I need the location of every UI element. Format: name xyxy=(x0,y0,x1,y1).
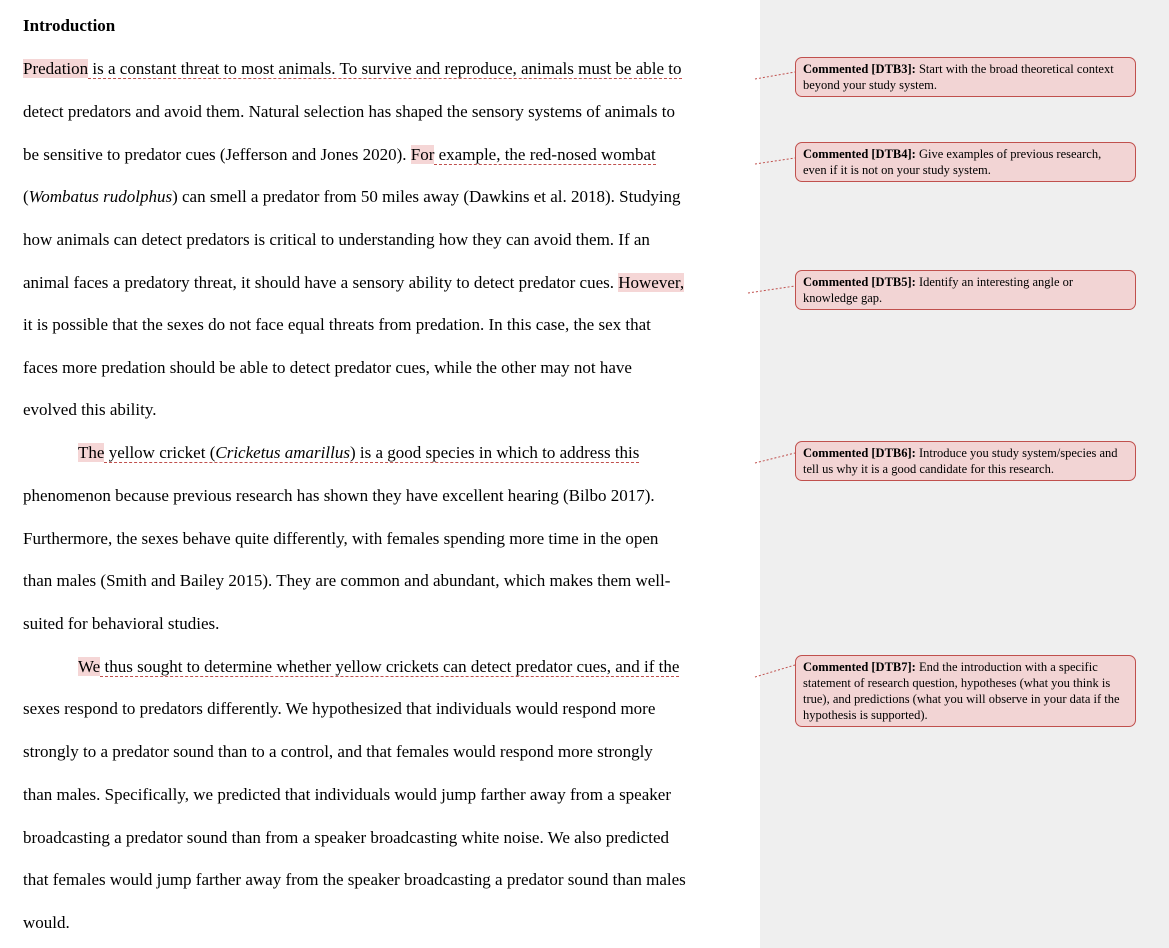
comment-text: Give examples of previous research, even if it is not on your study system. xyxy=(803,147,1102,177)
comment-text: Identify an interesting angle or knowledge gap. xyxy=(803,275,1074,305)
text-run: Furthermore, the sexes behave quite differently, with females spending more time in the open xyxy=(23,529,659,548)
text-run: ) is a good species in which to address this xyxy=(349,443,640,462)
text-line xyxy=(23,612,219,636)
text-run: it is possible that the sexes do not face equal threats from predation. In this case, the sex that xyxy=(23,315,651,334)
text-run: phenomenon because previous research has shown they have excellent hearing (Bilbo 2017). xyxy=(23,486,655,505)
comment-text: Start with the broad theoretical context beyond your study system. xyxy=(803,62,1114,92)
text-line xyxy=(23,826,669,850)
text-run: how animals can detect predators is critical to understanding how they can avoid them. If an xyxy=(23,230,650,249)
species-name: Wombatus rudolphus xyxy=(28,187,173,206)
comment-anchor-dtb7[interactable]: We xyxy=(78,657,101,676)
text-run: yellow cricket ( xyxy=(104,443,216,462)
text-line xyxy=(23,356,632,380)
comment-text: End the introduction with a specific statement of research question, hypotheses (what you think is true), and predictions (what you will observe in your data if the hypothesis is supported). xyxy=(803,660,1120,722)
text-run: than males. Specifically, we predicted that individuals would jump farther away from a speaker xyxy=(23,785,671,804)
comment-author: Commented [DTB4]: xyxy=(803,147,916,161)
text-line xyxy=(78,655,679,679)
text-line xyxy=(23,185,681,209)
species-name: Cricketus amarillus xyxy=(215,443,350,462)
comment-author: Commented [DTB6]: xyxy=(803,446,916,460)
text-run: broadcasting a predator sound than from a speaker broadcasting white noise. We also predicted xyxy=(23,828,669,847)
text-line xyxy=(23,783,671,807)
text-line xyxy=(23,398,156,422)
text-line xyxy=(23,100,675,124)
comment-anchor-dtb3[interactable]: Predation xyxy=(23,59,89,78)
text-line xyxy=(23,143,656,167)
text-line xyxy=(23,527,658,551)
text-run xyxy=(104,443,639,463)
comment-dtb5[interactable] xyxy=(795,270,1136,310)
text-run: be sensitive to predator cues (Jefferson and Jones 2020). xyxy=(23,145,411,164)
text-run: strongly to a predator sound than to a control, and that females would respond more strongly xyxy=(23,742,653,761)
text-run: evolved this ability. xyxy=(23,400,157,419)
text-line xyxy=(23,228,650,252)
comment-anchor-dtb4[interactable]: For xyxy=(410,145,435,164)
comment-dtb7[interactable] xyxy=(795,655,1136,727)
comment-anchor-dtb5[interactable]: However, xyxy=(618,273,685,292)
text-line xyxy=(23,313,651,337)
text-line xyxy=(23,57,682,81)
text-line xyxy=(23,740,653,764)
text-run: suited for behavioral studies. xyxy=(23,614,220,633)
text-line xyxy=(23,911,70,935)
text-run: ( xyxy=(23,187,29,206)
text-line xyxy=(23,697,655,721)
text-run: is a constant threat to most animals. To survive and reproduce, animals must be able to xyxy=(88,59,682,78)
text-run: faces more predation should be able to detect predator cues, while the other may not have xyxy=(23,358,632,377)
text-run: sexes respond to predators differently. We hypothesized that individuals would respond more xyxy=(23,699,656,718)
text-run: would. xyxy=(23,913,70,932)
text-line xyxy=(78,441,639,465)
comment-anchor-dtb6[interactable]: The xyxy=(78,443,105,462)
text-line xyxy=(23,271,684,295)
comment-text: Introduce you study system/species and tell us why it is a good candidate for this research. xyxy=(803,446,1118,476)
comment-dtb6[interactable] xyxy=(795,441,1136,481)
text-run: than males (Smith and Bailey 2015). They are common and abundant, which makes them well- xyxy=(23,571,671,590)
text-run: detect predators and avoid them. Natural selection has shaped the sensory systems of animals to xyxy=(23,102,675,121)
text-run: ) can smell a predator from 50 miles away (Dawkins et al. 2018). Studying xyxy=(172,187,681,206)
text-line xyxy=(23,484,655,508)
text-line xyxy=(23,868,686,892)
text-run: thus sought to determine whether yellow crickets can detect predator cues, and if the xyxy=(100,657,680,676)
text-line xyxy=(23,569,670,593)
comment-author: Commented [DTB3]: xyxy=(803,62,916,76)
section-heading: Introduction xyxy=(23,16,116,35)
comment-dtb3[interactable] xyxy=(795,57,1136,97)
text-run: animal faces a predatory threat, it should have a sensory ability to detect predator cues. xyxy=(23,273,619,292)
comment-dtb4[interactable] xyxy=(795,142,1136,182)
comment-author: Commented [DTB5]: xyxy=(803,275,916,289)
text-run: example, the red-nosed wombat xyxy=(434,145,656,164)
text-run: that females would jump farther away from the speaker broadcasting a predator sound than males xyxy=(23,870,686,889)
comment-author: Commented [DTB7]: xyxy=(803,660,916,674)
